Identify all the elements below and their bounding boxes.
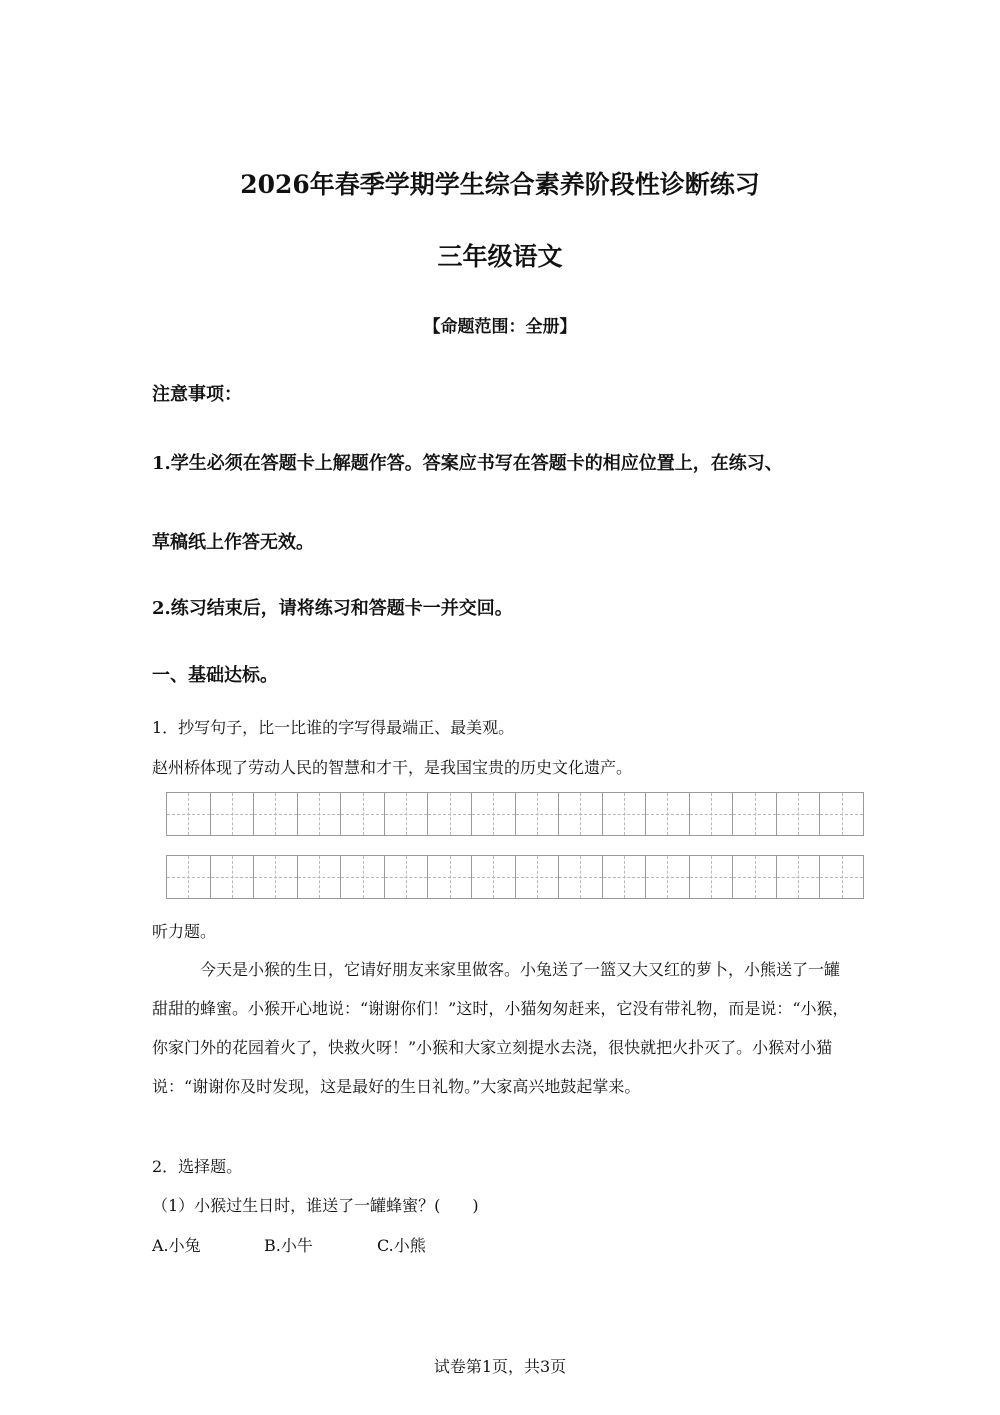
exam-subtitle: 三年级语文 xyxy=(437,242,563,271)
option-a[interactable]: A.小兔 xyxy=(152,1236,201,1255)
question-2-prompt: 2．选择题。 xyxy=(152,1157,243,1176)
notice-item-1-line-1: 1.学生必须在答题卡上解题作答。答案应书写在答题卡的相应位置上，在练习、 xyxy=(152,453,783,474)
notice-item-2: 2.练习结束后，请将练习和答题卡一并交回。 xyxy=(152,598,513,619)
exam-scope: 【命题范围：全册】 xyxy=(423,317,577,337)
writing-grid-row-1[interactable] xyxy=(166,792,864,836)
section-heading: 一、基础达标。 xyxy=(152,665,278,686)
question-2-sub-1: （1）小猴过生日时，谁送了一罐蜂蜜？( ) xyxy=(152,1196,479,1215)
option-c[interactable]: C.小熊 xyxy=(377,1236,426,1255)
notice-heading: 注意事项： xyxy=(152,384,242,405)
writing-grid-row-2[interactable] xyxy=(166,855,864,899)
exam-title: 2026年春季学期学生综合素养阶段性诊断练习 xyxy=(240,170,760,199)
listening-passage: 今天是小猴的生日，它请好朋友来家里做客。小兔送了一篮又大又红的萝卜，小熊送了一罐甜甜的蜂蜜。小猴开心地说：“谢谢你们！”这时，小猫匆匆赶来，它没有带礼物，而是说：“小猴，你家门外的花园着火了，快救火呀！”小猴和大家立刻提水去浇，很快就把火扑灭了。小猴对小猫说：“谢谢你及时发现，这是最好的生日礼物。”大家高兴地鼓起掌来。 xyxy=(152,960,849,1096)
question-1-prompt: 1．抄写句子，比一比谁的字写得最端正、最美观。 xyxy=(152,718,515,737)
page-footer: 试卷第1页，共3页 xyxy=(433,1357,567,1376)
question-1-sentence: 赵州桥体现了劳动人民的智慧和才干，是我国宝贵的历史文化遗产。 xyxy=(152,758,633,777)
notice-item-1-line-2: 草稿纸上作答无效。 xyxy=(152,532,314,553)
listening-label: 听力题。 xyxy=(152,922,217,941)
option-b[interactable]: B.小牛 xyxy=(264,1236,313,1255)
